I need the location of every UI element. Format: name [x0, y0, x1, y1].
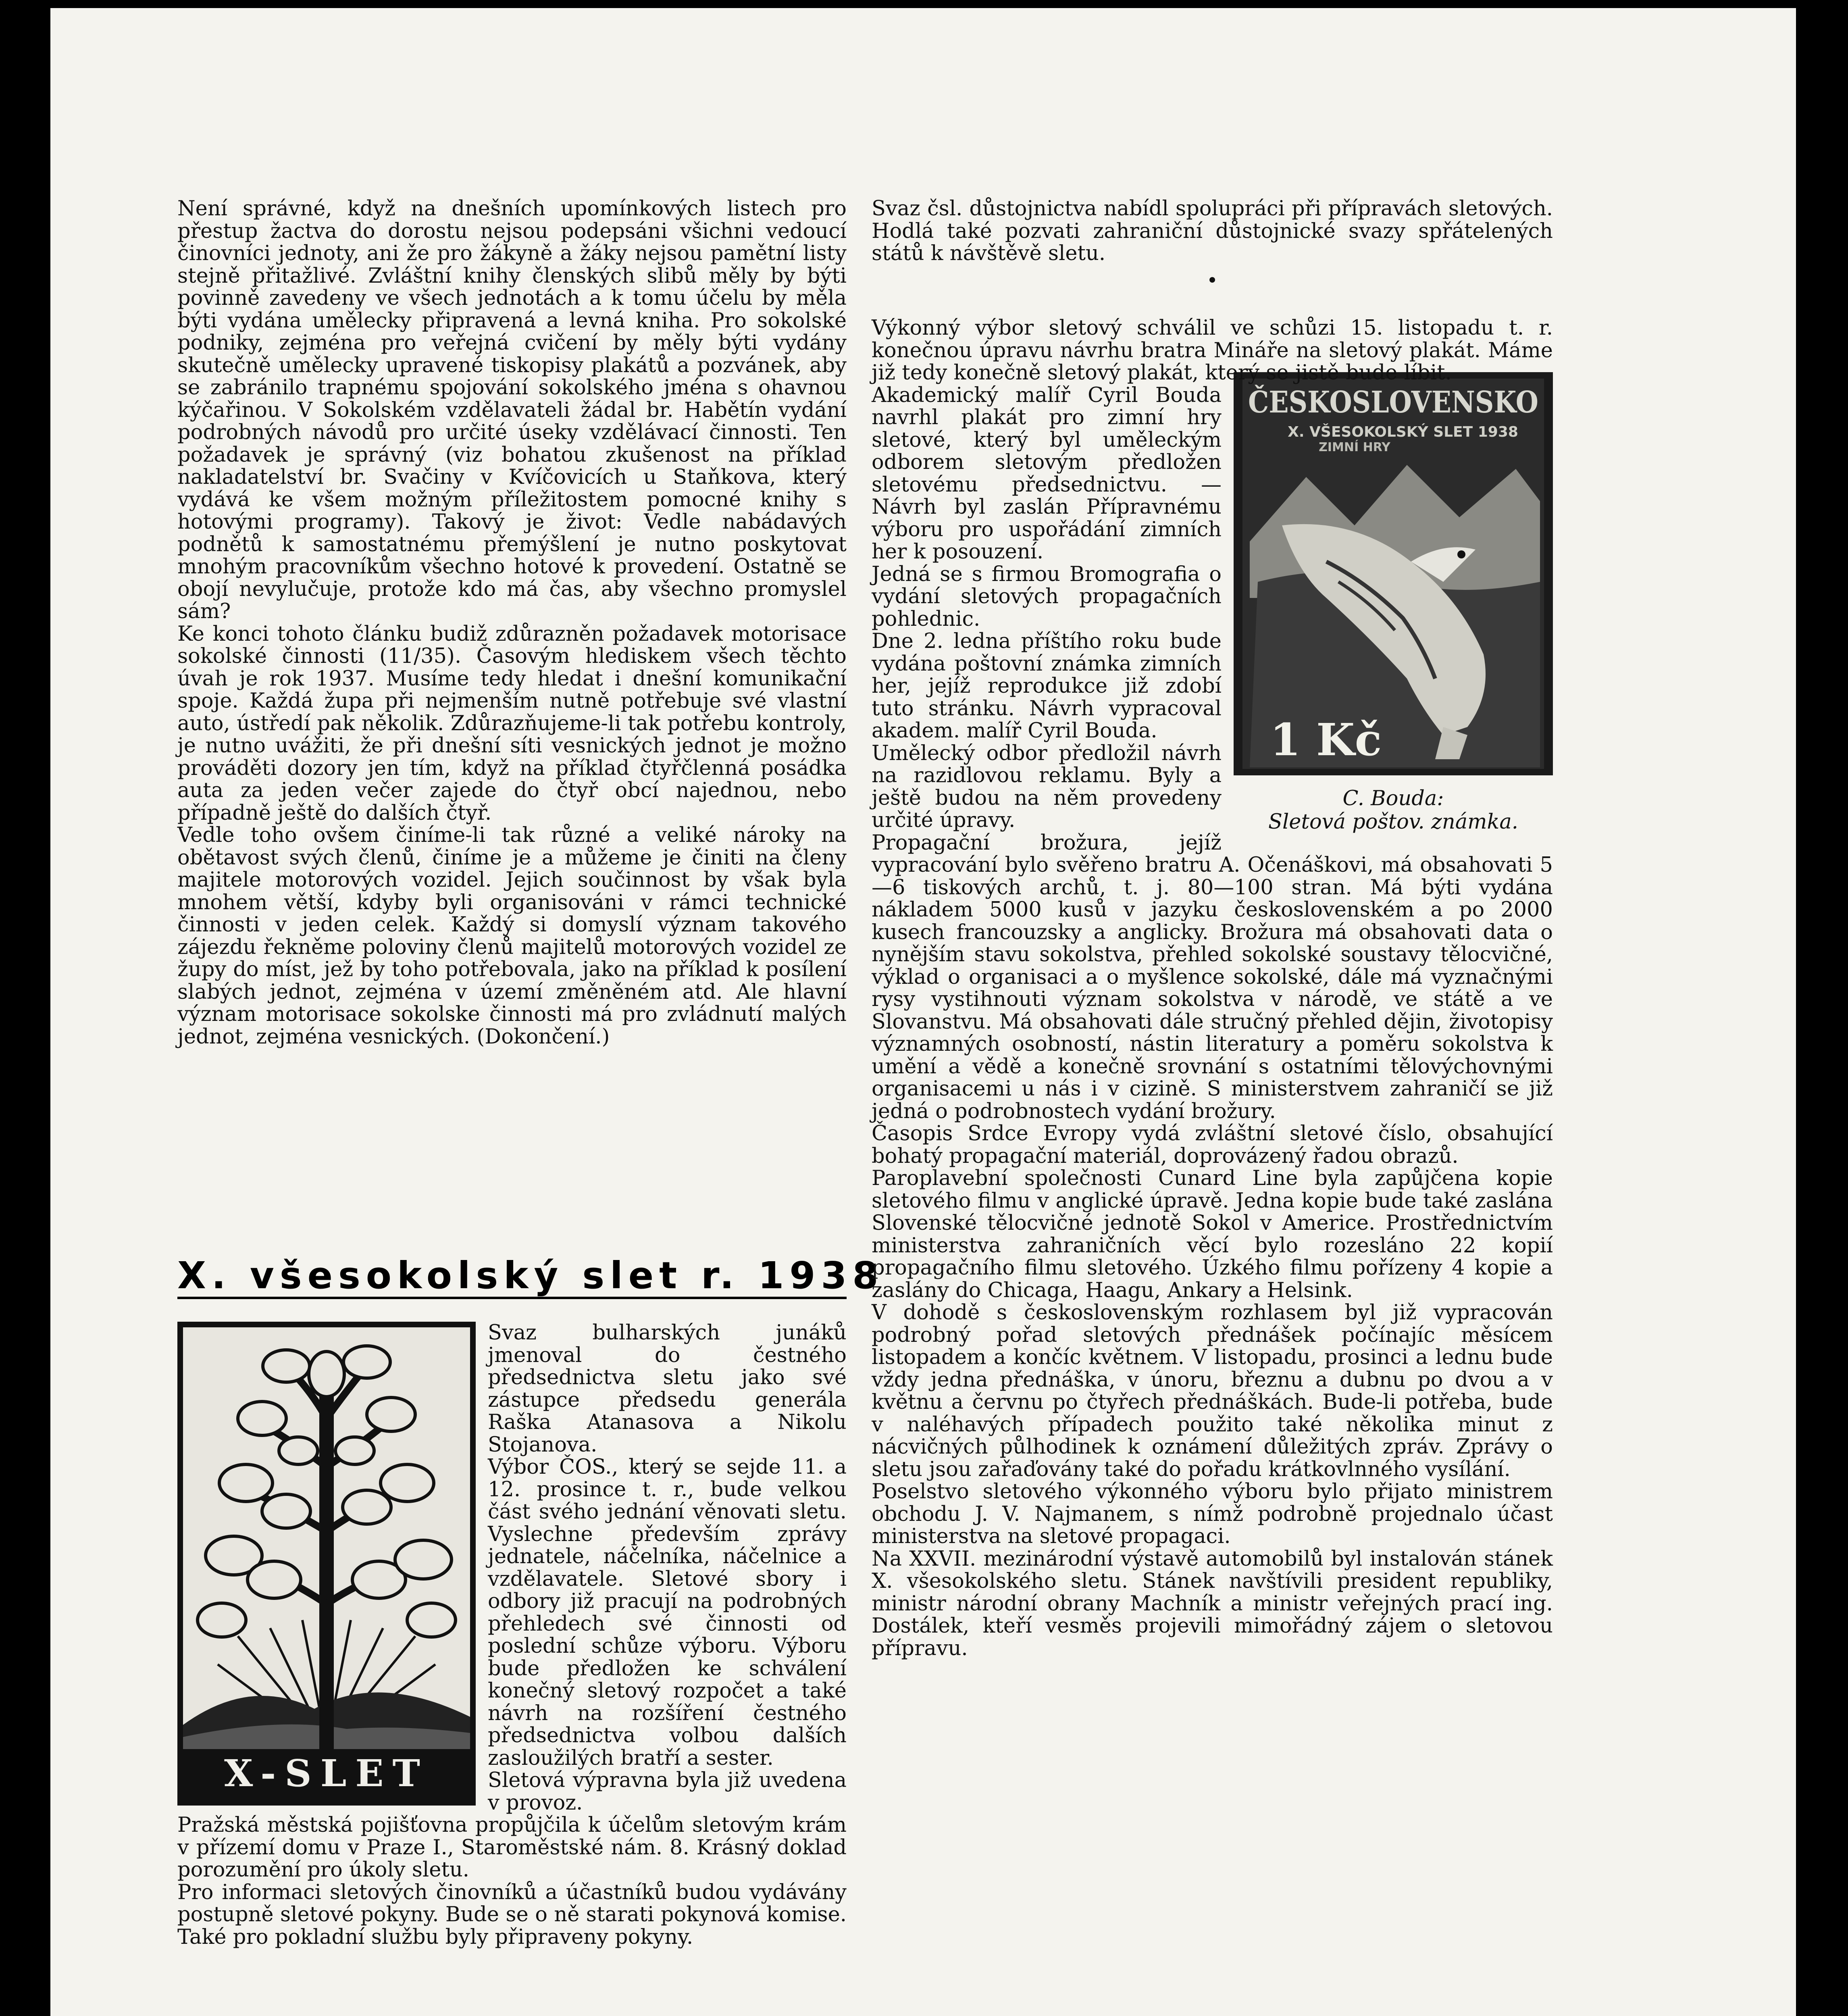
paragraph: Dne 2. ledna příštího roku bude vydána poštovní známka zimních her, jejíž reprodukce již zdobí tuto stránku. Návrh vypracoval akadem. malíř Cyril Bouda. — [872, 629, 1222, 743]
paragraph: Pražská městská pojišťovna propůjčila k účelům sletovým krám v přízemí domu v Praze I., Staroměstské nám. 8. Krásný doklad porozumění pro úkoly sletu. — [177, 1813, 847, 1882]
paragraph: Výkonný výbor sletový schválil ve schůzi 15. listopadu t. r. konečnou úpravu návrhu bratra Mináře na sletový plakát. Máme již tedy konečně sletový plakát, který se jistě bude líbit. — [872, 316, 1553, 385]
paragraph: Jedná se s firmou Bromografia o vydání sletových propagačních pohlednic. — [872, 562, 1222, 631]
caption-author: C. Bouda: — [1342, 787, 1444, 810]
article-heading: X. všesokolský slet r. 1938 — [177, 1255, 847, 1299]
paragraph: Ke konci tohoto článku budiž zdůrazněn požadavek motorisace sokolské činnosti (11/35). Časovým hlediskem všech těchto úvah je rok 1937. Musíme tedy hledat i dnešní komunikační spoje. Každá župa při nejmenším nutně potřebuje své vlastní auto, ústředí pak několik. Zdůrazňujeme-li tak potřebu kontroly, je nutno uvážiti, že při dnešní síti vesnických jednot je možno prováděti dozory jen tím, když na příklad čtyřčlenná posádka auta za jeden večer zajede do čtyř obcí najednou, nebo případně ještě do dalších čtyř. — [177, 622, 847, 825]
right-column — [872, 198, 1553, 1660]
left-column — [177, 198, 847, 1048]
stamp-image — [1234, 372, 1553, 775]
separator: • — [1206, 269, 1218, 292]
stamp-value: 1 Kč — [1270, 713, 1382, 766]
paragraph: Svaz čsl. důstojnictva nabídl spolupráci při přípravách sletových. Hodlá také pozvati zahraniční důstojnické svazy spřátelených států k návštěvě sletu. — [872, 197, 1553, 265]
stamp-figure — [1234, 372, 1553, 848]
stamp-caption — [1234, 787, 1553, 834]
stamp-sub2: ZIMNÍ HRY — [1319, 440, 1390, 454]
tree-woodcut-icon — [177, 1322, 476, 1806]
paragraph: Vedle toho ovšem činíme-li tak různé a veliké nároky na obětavost svých členů, činíme je a můžeme je činiti na členy majitele motorových vozidel. Jejich součinnost by však byla mnohem větší, kdyby byli organisováni v rámci technické činnosti v jeden celek. Každý si domyslí význam takového zájezdu řekněme poloviny členů majitelů motorových vozidel ze župy do míst, jež by toho potřebovala, jako na příklad k posílení slabých jednot, zejména v území změněném atd. Ale hlavní význam motorisace sokolske činnosti má pro zvládnutí malých jednot, zejména vesnických. (Dokončení.) — [177, 823, 847, 1049]
paragraph: Umělecký odbor předložil návrh na razidlovou reklamu. Byly a ještě budou na něm provedeny určité úpravy. — [872, 741, 1222, 832]
woodcut-label: X-SLET — [224, 1752, 429, 1795]
woodcut-illustration — [177, 1322, 476, 1806]
slet-article — [177, 1322, 847, 1948]
paragraph: Výbor ČOS., který se sejde 11. a 12. prosince t. r., bude velkou část svého jednání věnovati sletu. Vyslechne především zprávy jednatele, náčelníka, náčelnice a vzdělavatele. Sletové sbory i odbory již pracují na podrobných přehledech své činnosti od poslední schůze výboru. Výboru bude předložen ke schválení konečný sletový rozpočet a také návrh na rozšíření čestného předsednictva volbou dalších zasloužilých bratří a sester. — [488, 1455, 847, 1770]
stamp-subtitle: X. VŠESOKOLSKÝ SLET 1938 — [1288, 423, 1518, 440]
paragraph: Propagační brožura, jejíž vypracování bylo svěřeno bratru A. Očenáškovi, má obsahovati 5—6 tiskových archů, t. j. 80—100 stran. Má býti vydána nákladem 5000 kusů v jazyku československém a po 2000 kusech francouzsky a anglicky. Brožura má obsahovati data o nynějším stavu sokolstva, přehled sokolské soustavy tělocvičné, výklad o organisaci a o myšlence sokolské, dále má vyznačnými rysy vystihnouti význam sokolstva v národě, ve státě a ve Slovanstvu. Má obsahovati dále stručný přehled dějin, životopisy významných osobností, nástin literatury a poměru sokolstva k umění a vědě a konečně srovnání s ostatními tělovýchovnými organisacemi u nás i v cizině. S ministerstvem zahraničí se již jedná o podrobnostech vydání brožury. — [872, 831, 1553, 1123]
paragraph: V dohodě s československým rozhlasem byl již vypracován podrobný pořad sletových přednášek počínajíc měsícem listopadem a končíc květnem. V listopadu, prosinci a lednu bude vždy jedna přednáška, v únoru, březnu a dubnu po dvou a v květnu a červnu po čtyřech přednáškách. Bude-li potřeba, bude v naléhavých případech použito také několika minut z nácvičných půlhodinek k oznámení důležitých zpráv. Zprávy o sletu jsou zařaďovány také do pořadu krátkovlnného vysílání. — [872, 1301, 1553, 1481]
caption-title: Sletová poštov. známka. — [1268, 810, 1518, 834]
paragraph: Poselstvo sletového výkonného výboru bylo přijato ministrem obchodu J. V. Najmanem, s nímž podrobně projednalo účast ministerstva na sletové propagaci. — [872, 1480, 1553, 1548]
paragraph: Sletová výpravna byla již uvedena v provoz. — [488, 1768, 847, 1815]
paragraph: Paroplavební společnosti Cunard Line byla zapůjčena kopie sletového filmu v anglické úpravě. Jedna kopie bude také zaslána Slovenské tělocvičné jednotě Sokol v Americe. Prostřednictvím ministerstva zahraničních věcí bylo rozesláno 22 kopií propagačního filmu sletového. Úzkého filmu pořízeny 4 kopie a zaslány do Chicaga, Haagu, Ankary a Helsink. — [872, 1166, 1553, 1302]
paragraph: Časopis Srdce Evropy vydá zvláštní sletové číslo, obsahující bohatý propagační materiál, doprovázený řadou obrazů. — [872, 1122, 1553, 1168]
paragraph: Není správné, když na dnešních upomínkových listech pro přestup žactva do dorostu nejsou podepsáni všichni vedoucí činovníci jednoty, ani že pro žákyně a žáky nejsou pamětní listy stejně přitažlivé. Zvláštní knihy členských slibů měly by býti povinně zavedeny ve všech jednotách a k tomu účelu by měla býti vydána umělecky připravená a levná kniha. Pro sokolské podniky, zejména pro veřejná cvičení by měly býti vydány skutečně umělecky upravené tiskopisy plakátů a pozvánek, aby se zabránilo trapnému spojování sokolského jména s ohavnou kýčařinou. V Sokolském vzdělavateli žádal br. Habětín vydání podrobných návodů pro určité úseky vzdělávací činnosti. Ten požadavek je správný (viz bohatou zkušenost na příklad nakladatelství br. Svačiny v Kvíčovicích u Staňkova, který vydává ke všem možným příležitostem pomocné knihy s hotovými programy). Takový je život: Vedle nabádavých podnětů k samostatnému přemýšlení je nutno poskytovat mnohým pracovníkům všechno hotové k provedení. Ostatně se obojí nevylučuje, protože kdo má čas, aby všechno promyslel sám? — [177, 197, 847, 623]
stamp-banner: ČESKOSLOVENSKO — [1248, 385, 1553, 420]
paragraph: Pro informaci sletových činovníků a účastníků budou vydávány postupně sletové pokyny. Bude se o ně starati pokynová komise. Také pro pokladní službu byly připraveny pokyny. — [177, 1880, 847, 1949]
paragraph: Svaz bulharských junáků jmenoval do čestného předsednictva sletu jako své zástupce předsedu generála Raška Atanasova a Nikolu Stojanova. — [488, 1321, 847, 1457]
paragraph: Na XXVII. mezinárodní výstavě automobilů byl instalován stánek X. všesokolského sletu. Stánek navštívili president republiky, ministr národní obrany Machník a ministr veřejných prací ing. Dostálek, kteří vesměs projevili mimořádný zájem o sletovou přípravu. — [872, 1547, 1553, 1660]
paragraph: Akademický malíř Cyril Bouda navrhl plakát pro zimní hry sletové, který byl uměleckým odborem sletovým předložen sletovému předsednictvu. — Návrh byl zaslán Přípravnému výboru pro uspořádání zimních her k posouzení. — [872, 383, 1222, 564]
